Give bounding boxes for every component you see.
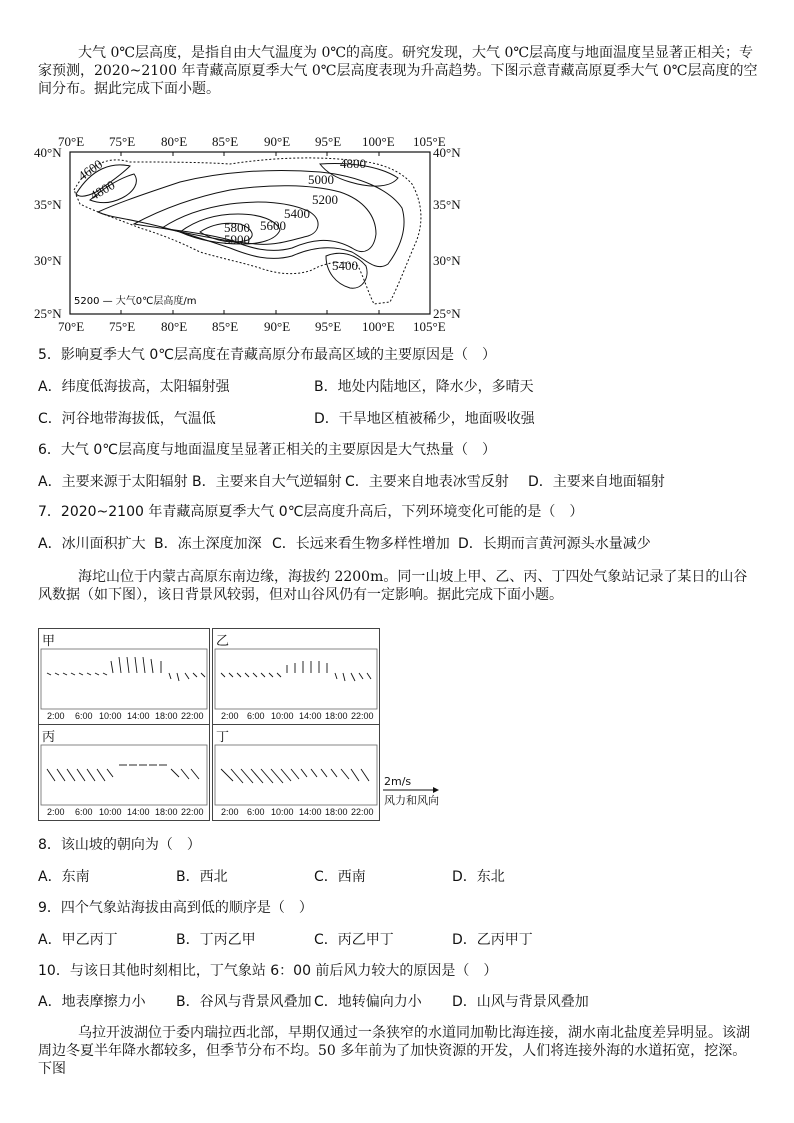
q6-option-b[interactable]: B．主要来自大气逆辐射 (192, 474, 342, 490)
time-tick: 6:00 (247, 711, 265, 721)
wind-scale-label: 2m/s (384, 775, 412, 788)
lon-label: 95°E (315, 134, 342, 149)
q7-option-b[interactable]: B．冻土深度加深 (154, 536, 262, 552)
panel-title: 丙 (42, 730, 56, 745)
wind-arrows (47, 657, 205, 681)
lon-label: 100°E (362, 134, 395, 149)
lon-label: 85°E (212, 134, 239, 149)
time-tick: 22:00 (181, 711, 204, 721)
lon-label: 105°E (413, 319, 446, 334)
time-tick: 14:00 (127, 711, 150, 721)
wind-legend: 风力和风向 (384, 794, 439, 807)
time-tick: 18:00 (155, 711, 178, 721)
lon-label: 105°E (413, 134, 446, 149)
contour-label: 5000 (308, 172, 334, 187)
time-tick: 6:00 (75, 711, 93, 721)
time-tick: 22:00 (351, 711, 374, 721)
q10-option-c[interactable]: C．地转偏向力小 (314, 994, 422, 1010)
q8-option-d[interactable]: D．东北 (452, 869, 505, 885)
q5-option-a[interactable]: A．纬度低海拔高，太阳辐射强 (38, 379, 230, 395)
wind-panel-bing (38, 724, 210, 821)
q6-option-a[interactable]: A．主要来源于太阳辐射 (38, 474, 188, 490)
q9-option-a[interactable]: A．甲乙丙丁 (38, 932, 118, 948)
intro-paragraph-2: 海坨山位于内蒙古高原东南边缘，海拔约 2200m。同一山坡上甲、乙、丙、丁四处气象站记录了某日的山谷风数据（如下图），该日背景风较弱，但对山谷风仍有一定影响。据此完成下面小题。 (38, 569, 748, 603)
lat-label: 30°N (34, 253, 62, 268)
wind-arrows (221, 661, 371, 681)
map-legend: 5200 — 大气0℃层高度/m (74, 296, 197, 307)
panel-title: 乙 (216, 634, 230, 649)
question-5: 5．影响夏季大气 0℃层高度在青藏高原分布最高区域的主要原因是（ ） (38, 347, 496, 363)
time-tick: 22:00 (351, 807, 374, 817)
time-tick: 2:00 (221, 807, 239, 817)
time-tick: 6:00 (75, 807, 93, 817)
lon-label: 70°E (58, 319, 85, 334)
lon-label: 70°E (58, 134, 85, 149)
contour-5200 (134, 186, 376, 252)
question-8: 8．该山坡的朝向为（ ） (38, 837, 201, 853)
q5-option-b[interactable]: B．地处内陆地区，降水少，多晴天 (314, 379, 534, 395)
contour-label: 5600 (260, 218, 286, 233)
lon-label: 95°E (315, 319, 342, 334)
time-tick: 14:00 (127, 807, 150, 817)
contour-label: 5800 (224, 220, 250, 235)
plateau-contour-map (30, 132, 470, 342)
lat-label: 25°N (433, 306, 461, 321)
time-tick: 18:00 (155, 807, 178, 817)
contour-label: 5900 (224, 232, 250, 247)
q10-option-d[interactable]: D．山风与背景风叠加 (452, 994, 589, 1010)
wind-panel-jia (38, 628, 210, 725)
contour-label: 5400 (284, 206, 310, 221)
time-tick: 10:00 (99, 807, 122, 817)
lon-label: 90°E (264, 134, 291, 149)
q7-option-c[interactable]: C．长远来看生物多样性增加 (272, 536, 450, 552)
wind-panel-yi (212, 628, 380, 725)
time-tick: 14:00 (299, 711, 322, 721)
intro-paragraph-3: 乌拉开波湖位于委内瑞拉西北部，早期仅通过一条狭窄的水道同加勒比海连接，湖水南北盐度差异明显。该湖周边冬夏半年降水都较多，但季节分布不均。50 多年前为了加快资源的开发，人们将连接外海的水道拓宽，挖深。下图 (38, 1025, 750, 1077)
lon-label: 90°E (264, 319, 291, 334)
q8-option-a[interactable]: A．东南 (38, 869, 90, 885)
q9-option-c[interactable]: C．丙乙甲丁 (314, 932, 394, 948)
time-tick: 22:00 (181, 807, 204, 817)
contour-label: 4600 (75, 156, 106, 184)
lon-label: 75°E (109, 319, 136, 334)
lat-label: 40°N (34, 145, 62, 160)
time-tick: 6:00 (247, 807, 265, 817)
panel-title: 丁 (216, 730, 230, 745)
q10-option-b[interactable]: B．谷风与背景风叠加 (176, 994, 312, 1010)
q10-option-a[interactable]: A．地表摩擦力小 (38, 994, 146, 1010)
time-tick: 2:00 (221, 711, 239, 721)
q8-option-b[interactable]: B．西北 (176, 869, 228, 885)
lat-label: 25°N (34, 306, 62, 321)
q7-option-d[interactable]: D．长期而言黄河源头水量减少 (458, 536, 651, 552)
q8-option-c[interactable]: C．西南 (314, 869, 366, 885)
time-tick: 2:00 (47, 711, 65, 721)
time-tick: 14:00 (299, 807, 322, 817)
lon-label: 75°E (109, 134, 136, 149)
q7-option-a[interactable]: A．冰川面积扩大 (38, 536, 146, 552)
question-7: 7．2020~2100 年青藏高原夏季大气 0℃层高度升高后，下列环境变化可能的是（ ） (38, 504, 584, 520)
time-tick: 2:00 (47, 807, 65, 817)
panel-title: 甲 (42, 634, 56, 649)
q5-option-d[interactable]: D．干旱地区植被稀少，地面吸收强 (314, 411, 535, 427)
wind-panel-ding (212, 724, 380, 821)
lat-label: 30°N (433, 253, 461, 268)
time-tick: 10:00 (99, 711, 122, 721)
lat-label: 40°N (433, 145, 461, 160)
contour-label: 5400 (332, 258, 358, 273)
time-tick: 10:00 (271, 711, 294, 721)
wind-arrows (47, 765, 199, 781)
contour-label: 4800 (340, 156, 366, 171)
lat-label: 35°N (433, 197, 461, 212)
lon-label: 85°E (212, 319, 239, 334)
time-tick: 18:00 (325, 711, 348, 721)
wind-arrows (221, 769, 369, 783)
time-tick: 18:00 (325, 807, 348, 817)
lon-label: 80°E (161, 134, 188, 149)
question-9: 9．四个气象站海拔由高到低的顺序是（ ） (38, 900, 313, 916)
q9-option-b[interactable]: B．丁丙乙甲 (176, 932, 256, 948)
q6-option-d[interactable]: D．主要来自地面辐射 (528, 474, 665, 490)
contour-label: 5200 (312, 192, 338, 207)
contour-label: 4800 (87, 177, 118, 204)
q9-option-d[interactable]: D．乙丙甲丁 (452, 932, 533, 948)
time-tick: 10:00 (271, 807, 294, 817)
lon-label: 80°E (161, 319, 188, 334)
intro-paragraph-1: 大气 0℃层高度，是指自由大气温度为 0℃的高度。研究发现，大气 0℃层高度与地面温度呈显著正相关；专家预测，2020~2100 年青藏高原夏季大气 0℃层高度表现为升高趋势。下图示意青藏高原夏季大气 0℃层高度的空间分布。据此完成下面小题。 (38, 45, 758, 97)
question-10: 10．与该日其他时刻相比，丁气象站 6：00 前后风力较大的原因是（ ） (38, 963, 498, 979)
question-6: 6．大气 0℃层高度与地面温度呈显著正相关的主要原因是大气热量（ ） (38, 442, 496, 458)
lon-label: 100°E (362, 319, 395, 334)
q5-option-c[interactable]: C．河谷地带海拔低，气温低 (38, 411, 216, 427)
q6-option-c[interactable]: C．主要来自地表冰雪反射 (345, 474, 509, 490)
lat-label: 35°N (34, 197, 62, 212)
